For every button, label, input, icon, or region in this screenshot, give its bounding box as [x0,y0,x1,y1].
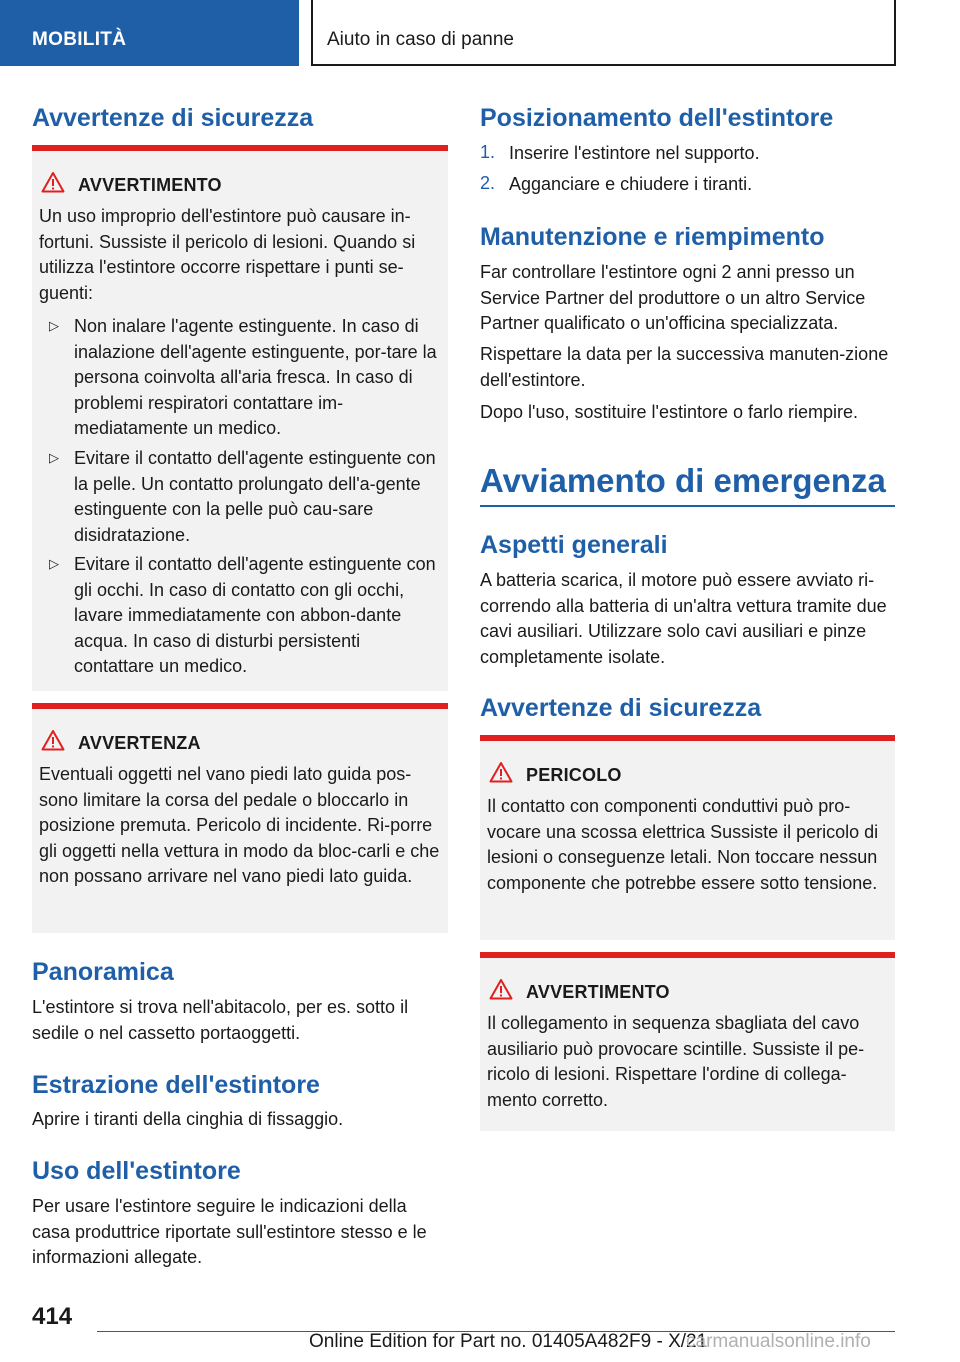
positioning-heading: Posizionamento dell'estintore [480,104,834,132]
danger-text: Il contatto con componenti conduttivi può pro-vocare una scossa elettrica Sussiste il pericolo di lesioni o conseguenze letali. Non toccare nessun componente che potrebbe essere sotto tensione. [487,796,879,893]
header-chapter-label: Aiuto in caso di panne [327,29,514,50]
warning-bar [32,145,448,151]
use-text: Per usare l'estintore seguire le indicazioni della casa produttrice riportate sull'estintore stesso e le informazioni allegate. [32,1196,427,1267]
warning-triangle-icon [41,729,65,751]
warning-item: Evitare il contatto dell'agente estinguente con gli occhi. In caso di contatto con gli occhi, lavare immediatamente con abbon-dante acqua. In caso di disturbi persistenti contattare un medico. [74,554,436,676]
safety-heading: Avvertenze di sicurezza [32,104,314,132]
triangle-bullet-icon: ▷ [49,450,59,465]
warning-triangle-icon [489,978,513,1000]
safety-heading-2: Avvertenze di sicurezza [480,694,762,722]
warning-bar [480,735,895,741]
warning-text: Eventuali oggetti nel vano piedi lato guida pos-sono limitare la corsa del pedale o bloccarlo in posizione premuta. Pericolo di incidente. Ri-porre gli oggetti nella vettura in modo da bloc-carli e che non possano arrivare nel vano piedi lato guida. [39,764,440,886]
step-number: 1. [480,142,496,162]
warning-bar [32,703,448,709]
step-text: Inserire l'estintore nel supporto. [509,143,760,163]
header-section-tab [0,0,299,66]
extraction-heading: Estrazione dell'estintore [32,1071,320,1099]
general-text: A batteria scarica, il motore può essere avviato ri-correndo alla batteria di un'altra vettura tramite due cavi ausiliari. Utilizzare solo cavi ausiliari e pinze completamente isolate. [480,570,887,667]
warning-title: AVVERTENZA [78,733,201,753]
maintenance-paragraph: Far controllare l'estintore ogni 2 anni presso un Service Partner del produttore o un altro Service Partner qualificato o un'officina specializzata. [480,262,866,333]
warning-title: AVVERTIMENTO [526,982,670,1002]
warning-box-avvertimento-2 [480,952,895,1131]
header-section-label: MOBILITÀ [32,29,127,50]
warning-triangle-icon [41,171,65,193]
header-chapter-tab [311,0,896,66]
overview-text: L'estintore si trova nell'abitacolo, per es. sotto il sedile o nel cassetto portaoggetti. [32,997,409,1043]
page-header [0,0,960,66]
warning-title: AVVERTIMENTO [78,175,222,195]
emergency-start-heading: Avviamento di emergenza [480,462,886,499]
warning-intro: Un uso improprio dell'estintore può causare in-fortuni. Sussiste il pericolo di lesioni. Quando si utilizza l'estintore occorre rispettare i punti se-guenti: [39,206,416,303]
danger-title: PERICOLO [526,765,622,785]
warning-item: Non inalare l'agente estinguente. In caso di inalazione dell'agente estinguente, por-tare la persona coinvolta all'aria fresca. In caso di problemi respiratori contattare im-mediatamente un medico. [74,316,437,438]
warning-triangle-icon [489,761,513,783]
warning-text: Il collegamento in sequenza sbagliata del cavo ausiliario può provocare scintille. Sussiste il pe-ricolo di lesioni. Rispettare l'ordine di collega-mento corretto. [487,1013,865,1110]
overview-heading: Panoramica [32,958,174,986]
watermark: carmanualsonline.info [686,1331,871,1352]
warning-box-avvertenza [32,703,448,933]
triangle-bullet-icon: ▷ [49,318,59,333]
step-number: 2. [480,173,496,193]
maintenance-paragraph: Rispettare la data per la successiva manuten-zione dell'estintore. [480,344,889,390]
use-heading: Uso dell'estintore [32,1157,241,1185]
page-number: 414 [32,1303,73,1330]
warning-bar [480,952,895,958]
step-text: Agganciare e chiudere i tiranti. [509,174,753,194]
warning-item: Evitare il contatto dell'agente estinguente con la pelle. Un contatto prolungato dell'a-gente estinguente con la pelle può cau-sare disidratazione. [74,448,436,545]
triangle-bullet-icon: ▷ [49,556,59,571]
danger-box [480,735,895,940]
extraction-text: Aprire i tiranti della cinghia di fissaggio. [32,1109,344,1129]
general-heading: Aspetti generali [480,531,668,559]
maintenance-paragraph: Dopo l'uso, sostituire l'estintore o farlo riempire. [480,402,859,422]
warning-box-avvertimento [32,145,448,691]
heading-rule [480,505,895,507]
footer-edition: Online Edition for Part no. 01405A482F9 - X/21 [309,1331,708,1352]
maintenance-heading: Manutenzione e riempimento [480,223,825,251]
